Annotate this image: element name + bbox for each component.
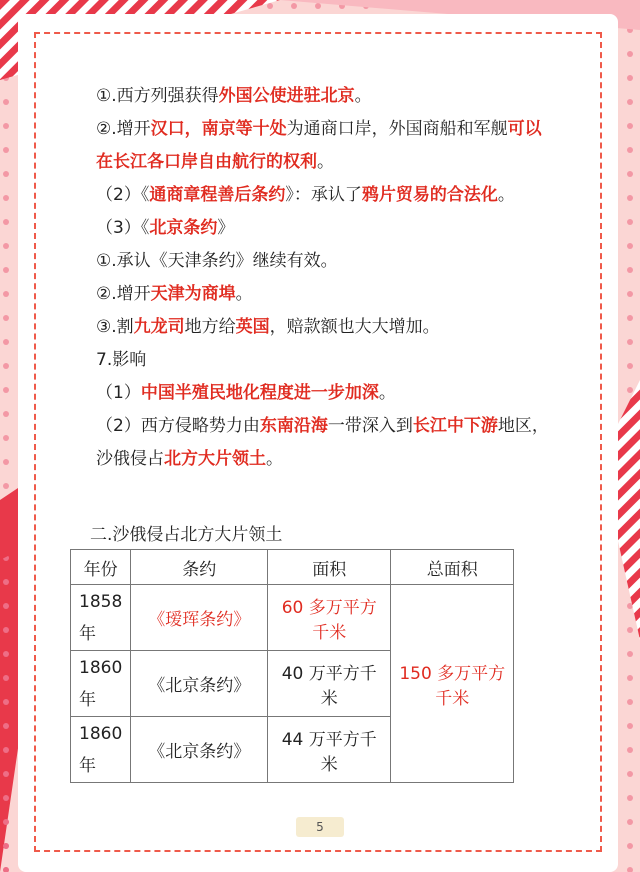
body-text: （2）《 [96, 185, 150, 205]
text-body [96, 80, 566, 476]
header-year: 年份 [71, 550, 131, 585]
highlighted-text: 北方大片领土 [164, 449, 266, 469]
body-text: 。 [497, 185, 515, 205]
text-line [96, 278, 566, 311]
highlighted-text: 英国 [235, 317, 270, 337]
highlighted-text: 通商章程善后条约 [149, 185, 286, 205]
highlighted-text: 天津为商埠 [150, 284, 236, 304]
body-text: 为通商口岸，外国商船和军舰 [286, 119, 508, 139]
body-text: 地方给 [184, 317, 236, 337]
table-header-row [71, 550, 514, 585]
body-text: 。 [354, 86, 372, 106]
highlighted-text: 中国半殖民地化程度进一步加深 [140, 383, 379, 403]
body-text: 》：承认了 [285, 185, 362, 205]
cell-treaty: 《北京条约》 [131, 651, 268, 717]
body-text: 7.影响 [96, 350, 147, 370]
cell-treaty: 《北京条约》 [131, 717, 268, 783]
body-text: 地区， [497, 416, 549, 436]
body-text: 。 [266, 449, 283, 469]
body-text: 一带深入到 [327, 416, 413, 436]
body-text: 。 [378, 383, 396, 403]
highlighted-text: 长江中下游 [412, 416, 498, 436]
text-line [96, 443, 566, 476]
territory-table [70, 549, 514, 783]
table-row [71, 585, 514, 651]
text-line [96, 80, 566, 113]
cell-year: 1860年 [71, 651, 131, 717]
highlighted-text: 可以 [507, 119, 542, 139]
cell-area: 44 万平方千米 [268, 717, 391, 783]
text-line [96, 179, 566, 212]
highlighted-text: 外国公使进驻北京 [218, 86, 355, 106]
text-line [96, 410, 566, 443]
section-title: 二.沙俄侵占北方大片领土 [90, 525, 283, 545]
text-line [96, 113, 566, 146]
text-line [96, 212, 566, 245]
header-total-area: 总面积 [391, 550, 514, 585]
cell-area: 40 万平方千米 [268, 651, 391, 717]
body-text: ②.增开 [96, 284, 151, 304]
text-line [96, 245, 566, 278]
highlighted-text: 在长江各口岸自由航行的权利 [96, 152, 317, 172]
body-text: （1） [96, 383, 141, 403]
highlighted-text: 东南沿海 [259, 416, 328, 436]
header-area: 面积 [268, 550, 391, 585]
highlighted-text: 汉口，南京等十处 [150, 119, 287, 139]
body-text: ①.西方列强获得 [96, 86, 219, 106]
body-text: 。 [317, 152, 334, 172]
body-text: ③.割 [96, 317, 134, 337]
body-text: ，赔款额也大大增加。 [269, 317, 440, 337]
body-text: （2）西方侵略势力由 [96, 416, 260, 436]
cell-total-area: 150 多万平方千米 [391, 585, 514, 783]
body-text: （3）《 [96, 218, 150, 238]
cell-year: 1860年 [71, 717, 131, 783]
highlighted-text: 北京条约 [149, 218, 218, 238]
text-line [96, 344, 566, 377]
body-text: ②.增开 [96, 119, 151, 139]
text-line [96, 146, 566, 179]
page-number: 5 [296, 817, 344, 837]
body-text: ①.承认《天津条约》继续有效。 [96, 251, 338, 271]
body-text: 沙俄侵占 [96, 449, 164, 469]
highlighted-text: 鸦片贸易的合法化 [361, 185, 498, 205]
text-line [96, 377, 566, 410]
body-text: 》 [217, 218, 235, 238]
header-treaty: 条约 [131, 550, 268, 585]
text-line [96, 311, 566, 344]
cell-area: 60 多万平方千米 [268, 585, 391, 651]
body-text: 。 [235, 284, 253, 304]
highlighted-text: 九龙司 [133, 317, 185, 337]
cell-treaty: 《瑷珲条约》 [131, 585, 268, 651]
cell-year: 1858年 [71, 585, 131, 651]
